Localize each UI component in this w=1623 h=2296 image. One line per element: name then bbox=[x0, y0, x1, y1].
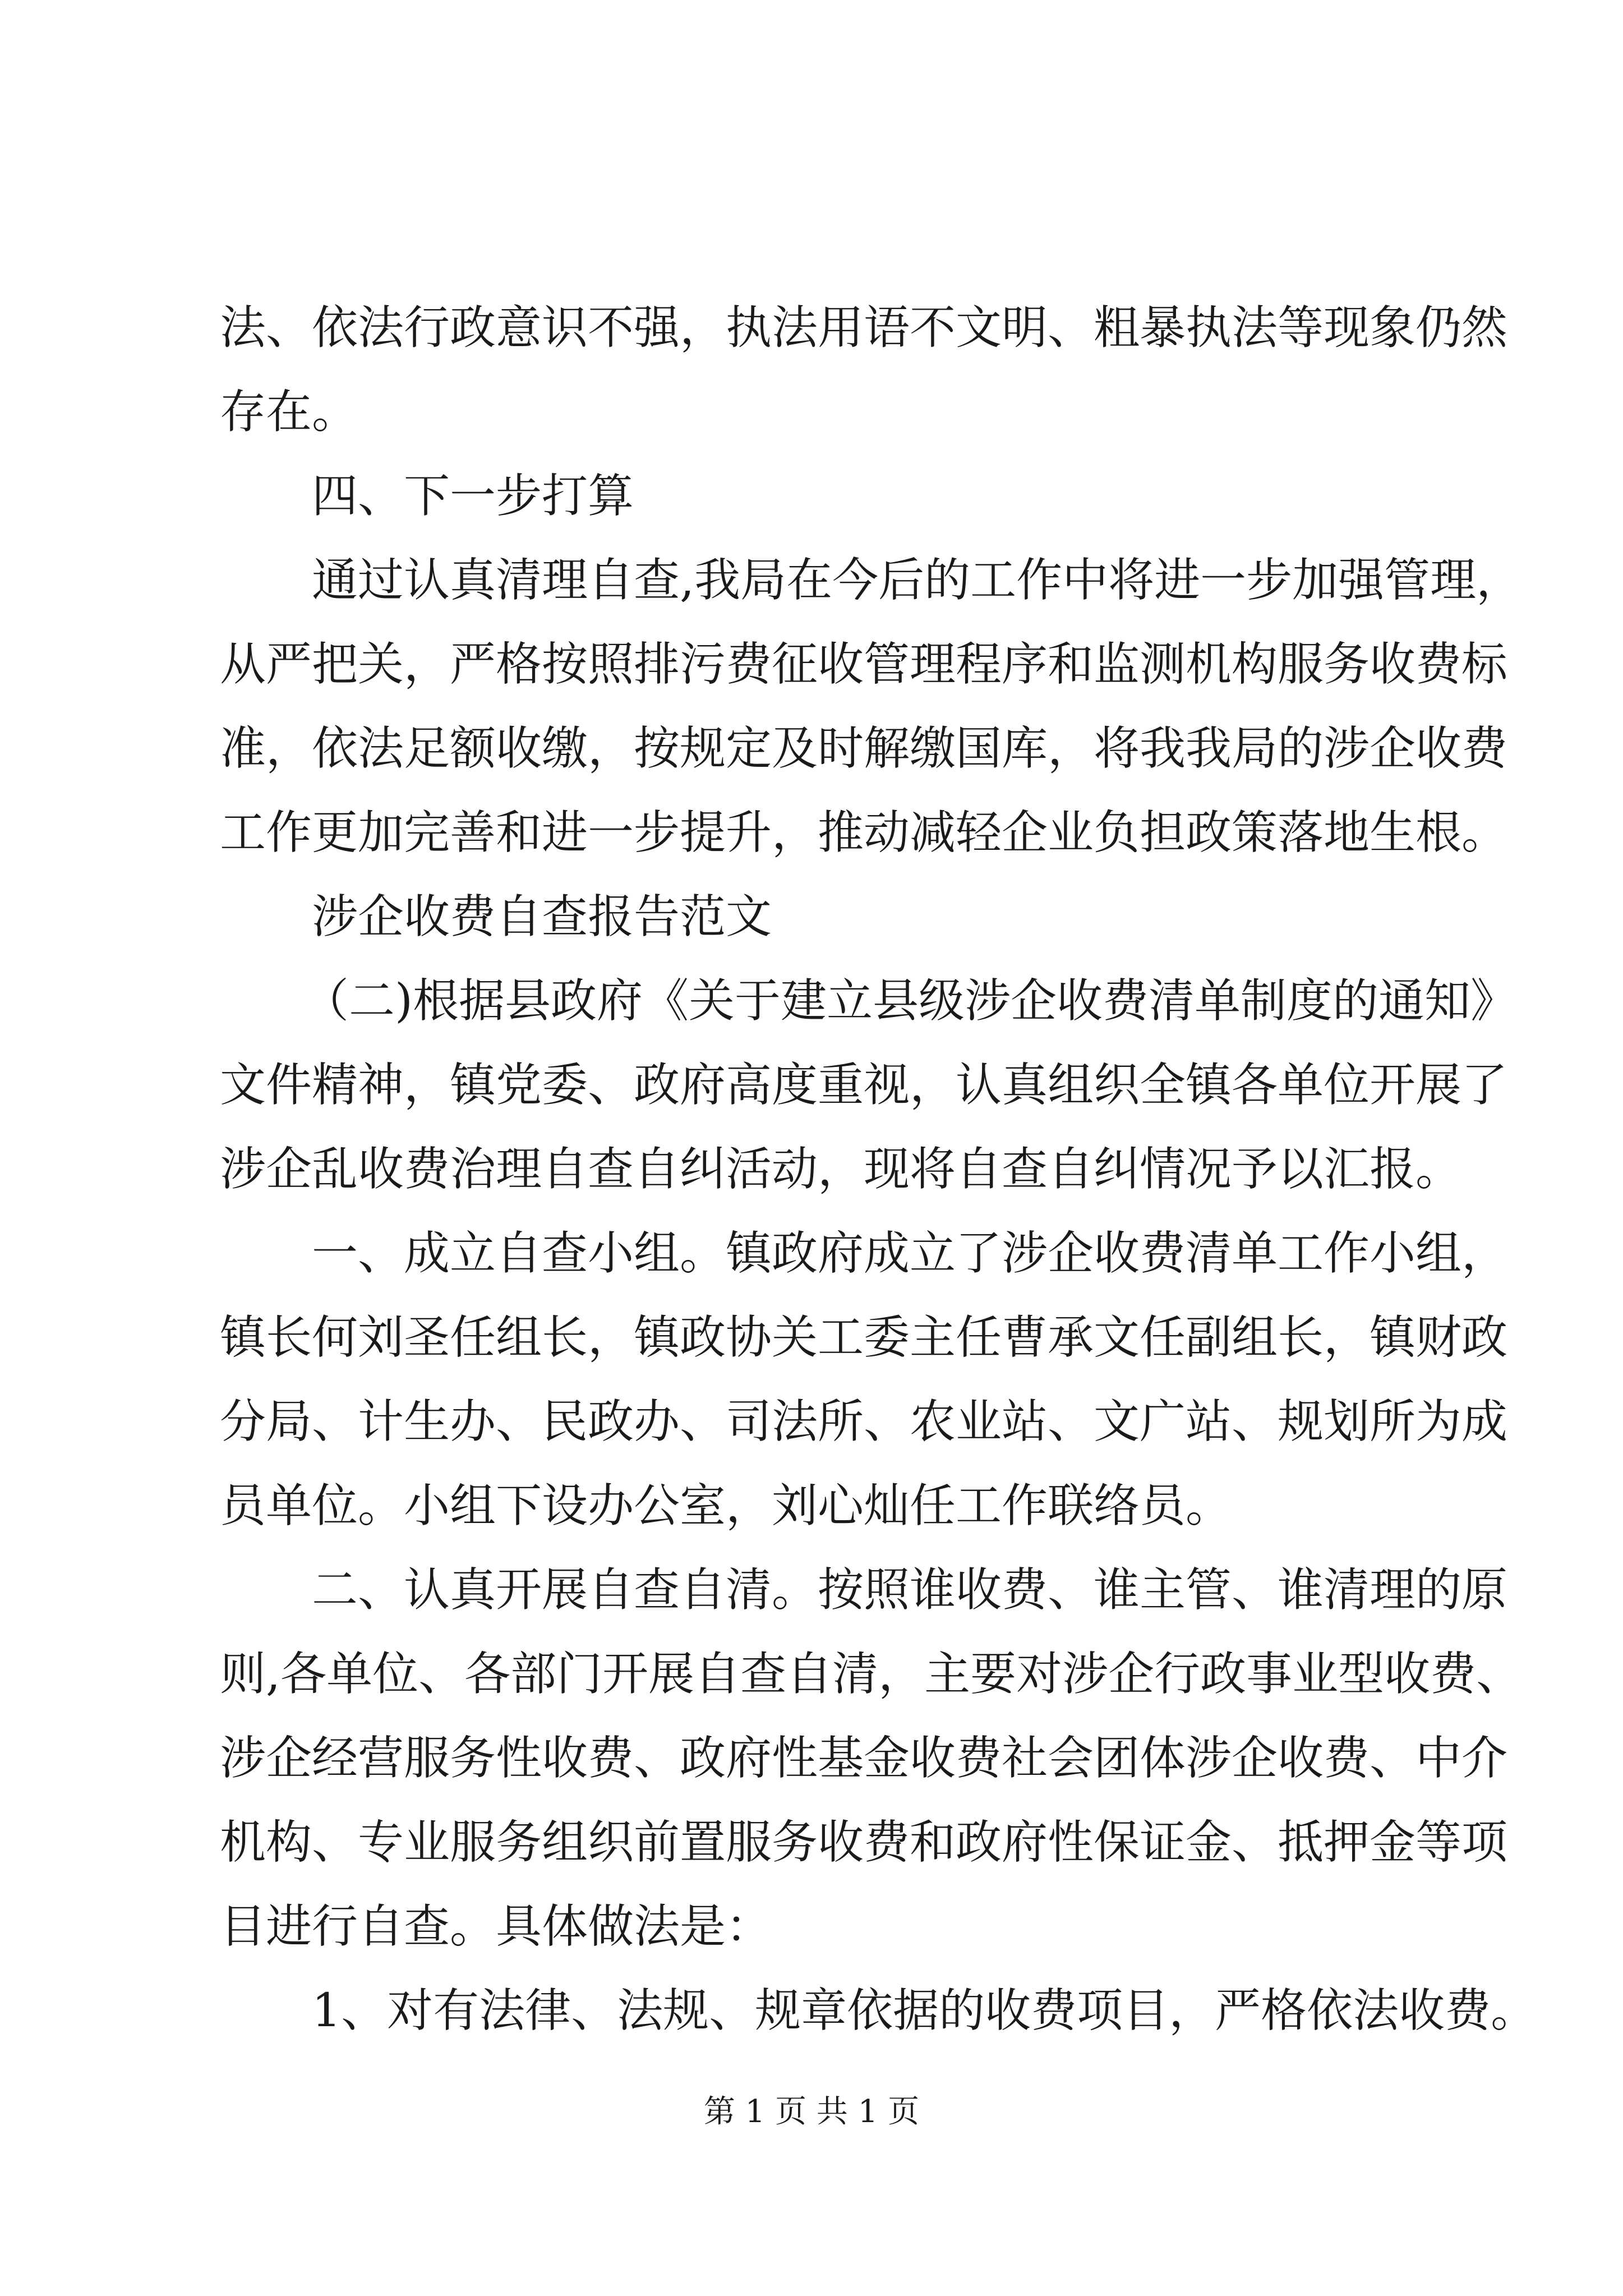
body-line: 分局、计生办、民政办、司法所、农业站、文广站、规划所为成 bbox=[220, 1395, 1508, 1448]
body-line: 目进行自查。具体做法是： bbox=[220, 1900, 772, 1953]
body-line: 则,各单位、各部门开展自查自清，主要对涉企行政事业型收费、 bbox=[220, 1648, 1523, 1701]
section-heading: 一、成立自查小组。镇政府成立了涉企收费清单工作小组， bbox=[312, 1227, 1508, 1280]
body-line: 涉企经营服务性收费、政府性基金收费社会团体涉企收费、中介 bbox=[220, 1732, 1508, 1785]
document-title: 涉企收费自查报告范文 bbox=[312, 890, 772, 944]
body-line: 法、依法行政意识不强，执法用语不文明、粗暴执法等现象仍然 bbox=[220, 301, 1508, 355]
body-line: 存在。 bbox=[220, 385, 358, 439]
body-line: 1、对有法律、法规、规章依据的收费项目，严格依法收费。 bbox=[312, 1984, 1537, 2037]
body-line: 机构、专业服务组织前置服务收费和政府性保证金、抵押金等项 bbox=[220, 1816, 1508, 1869]
body-line: 工作更加完善和进一步提升，推动减轻企业负担政策落地生根。 bbox=[220, 806, 1508, 859]
body-line: 涉企乱收费治理自查自纠活动，现将自查自纠情况予以汇报。 bbox=[220, 1143, 1462, 1196]
body-line: 通过认真清理自查,我局在今后的工作中将进一步加强管理， bbox=[312, 554, 1523, 607]
body-line: 文件精神，镇党委、政府高度重视，认真组织全镇各单位开展了 bbox=[220, 1059, 1508, 1112]
section-heading: 四、下一步打算 bbox=[312, 470, 634, 523]
body-line: 员单位。小组下设办公室，刘心灿任工作联络员。 bbox=[220, 1479, 1232, 1533]
body-line: 准，依法足额收缴，按规定及时解缴国库，将我我局的涉企收费 bbox=[220, 722, 1508, 775]
body-line: 镇长何刘圣任组长，镇政协关工委主任曹承文任副组长，镇财政 bbox=[220, 1311, 1508, 1364]
body-line: 从严把关，严格按照排污费征收管理程序和监测机构服务收费标 bbox=[220, 638, 1508, 691]
body-line: （二)根据县政府《关于建立县级涉企收费清单制度的通知》 bbox=[303, 974, 1516, 1028]
section-heading: 二、认真开展自查自清。按照谁收费、谁主管、谁清理的原 bbox=[312, 1563, 1508, 1617]
page-footer: 第 1 页 共 1 页 bbox=[703, 2093, 920, 2130]
